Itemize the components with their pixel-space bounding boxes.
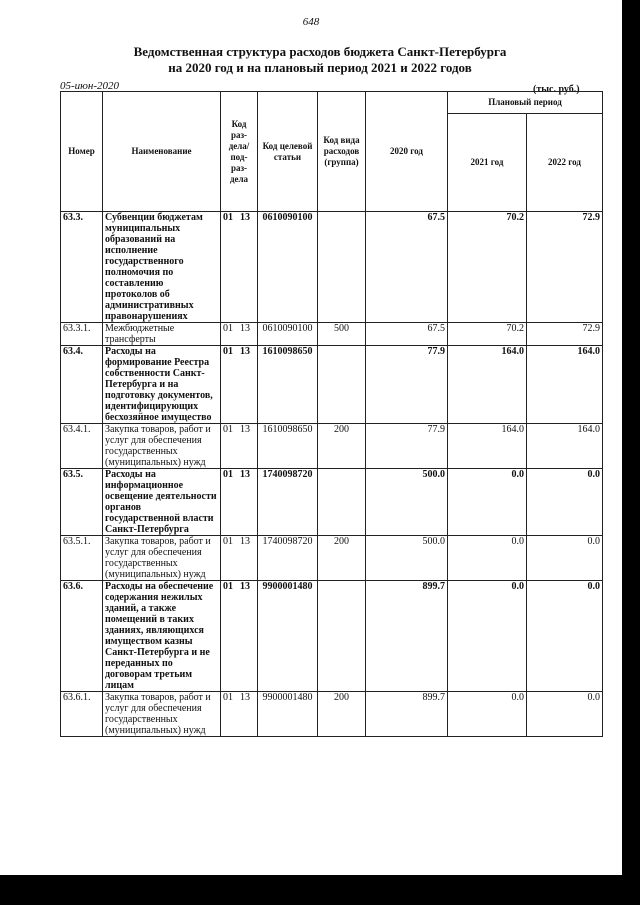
row-name: Закупка товаров, работ и услуг для обеспечения государственных (муниципальных) нужд <box>103 536 221 581</box>
row-amount-2022: 164.0 <box>527 346 603 424</box>
row-amount-2022: 0.0 <box>527 692 603 737</box>
row-section: 01 <box>223 581 233 592</box>
row-subsection: 13 <box>240 424 250 435</box>
row-target-code: 1740098720 <box>258 536 318 581</box>
header-2021: 2021 год <box>448 114 527 212</box>
row-name: Расходы на информационное освещение деятельности органов государственной власти Санкт-Петербурга <box>103 469 221 536</box>
units-label: (тыс. руб.) <box>533 84 580 95</box>
row-section: 01 <box>223 212 233 223</box>
row-amount-2021: 164.0 <box>448 346 527 424</box>
table-row <box>61 536 603 581</box>
row-section: 01 <box>223 346 233 357</box>
document-date: 05-июн-2020 <box>60 80 120 92</box>
row-section: 01 <box>223 469 233 480</box>
header-2022: 2022 год <box>527 114 603 212</box>
row-section-code <box>221 469 258 536</box>
row-amount-2021: 164.0 <box>448 424 527 469</box>
row-number: 63.4. <box>61 346 103 424</box>
row-target-code: 1740098720 <box>258 469 318 536</box>
title-line-2: на 2020 год и на плановый период 2021 и 2022 годов <box>168 60 472 75</box>
row-amount-2021: 70.2 <box>448 323 527 346</box>
row-amount-2022: 164.0 <box>527 424 603 469</box>
row-name: Расходы на обеспечение содержания нежилых зданий, а также помещений в таких зданиях, являющихся имуществом казны Санкт-Петербурга и не переданных по договорам третьим лицам <box>103 581 221 692</box>
row-amount-2021: 0.0 <box>448 469 527 536</box>
row-amount-2020: 500.0 <box>366 536 448 581</box>
row-name: Закупка товаров, работ и услуг для обеспечения государственных (муниципальных) нужд <box>103 424 221 469</box>
row-name: Межбюджетные трансферты <box>103 323 221 346</box>
row-expense-type-code: 200 <box>318 536 366 581</box>
row-amount-2022: 72.9 <box>527 323 603 346</box>
row-amount-2021: 0.0 <box>448 536 527 581</box>
row-target-code: 0610090100 <box>258 212 318 323</box>
row-section-code <box>221 536 258 581</box>
table-header-row <box>61 92 603 114</box>
row-expense-type-code <box>318 581 366 692</box>
row-subsection: 13 <box>240 346 250 357</box>
table-row <box>61 424 603 469</box>
table-row <box>61 212 603 323</box>
row-expense-type-code: 200 <box>318 692 366 737</box>
header-expense-type: Код вида расходов (группа) <box>318 92 366 212</box>
header-planned-period: Плановый период <box>448 92 603 114</box>
row-expense-type-code <box>318 469 366 536</box>
row-amount-2020: 77.9 <box>366 346 448 424</box>
row-amount-2022: 0.0 <box>527 536 603 581</box>
row-name: Расходы на формирование Реестра собственности Санкт-Петербурга и на подготовку документов, идентифицирующих бесхозяйное имущество <box>103 346 221 424</box>
row-number: 63.6. <box>61 581 103 692</box>
header-2020: 2020 год <box>366 92 448 212</box>
row-subsection: 13 <box>240 323 250 334</box>
row-section-code <box>221 692 258 737</box>
row-target-code: 9900001480 <box>258 581 318 692</box>
row-amount-2020: 67.5 <box>366 323 448 346</box>
row-section: 01 <box>223 692 233 703</box>
row-target-code: 0610090100 <box>258 323 318 346</box>
row-target-code: 1610098650 <box>258 346 318 424</box>
header-section: Код раз- дела/ под- раз- дела <box>221 92 258 212</box>
row-section-code <box>221 581 258 692</box>
row-amount-2021: 70.2 <box>448 212 527 323</box>
table-row <box>61 346 603 424</box>
table-row <box>61 469 603 536</box>
page-number: 648 <box>302 16 320 28</box>
row-section-code <box>221 323 258 346</box>
row-section-code <box>221 212 258 323</box>
header-name: Наименование <box>103 92 221 212</box>
table-body <box>61 212 603 737</box>
row-amount-2020: 899.7 <box>366 692 448 737</box>
row-amount-2022: 0.0 <box>527 469 603 536</box>
row-amount-2020: 77.9 <box>366 424 448 469</box>
row-amount-2020: 899.7 <box>366 581 448 692</box>
row-number: 63.4.1. <box>61 424 103 469</box>
row-amount-2022: 72.9 <box>527 212 603 323</box>
row-section-code <box>221 424 258 469</box>
row-number: 63.3.1. <box>61 323 103 346</box>
row-subsection: 13 <box>240 469 250 480</box>
row-number: 63.5.1. <box>61 536 103 581</box>
row-subsection: 13 <box>240 536 250 547</box>
row-name: Субвенции бюджетам муниципальных образований на исполнение государственного полномочия по составлению протоколов об административных правонарушениях <box>103 212 221 323</box>
row-expense-type-code <box>318 346 366 424</box>
header-number: Номер <box>61 92 103 212</box>
row-amount-2021: 0.0 <box>448 581 527 692</box>
row-section: 01 <box>223 424 233 435</box>
row-amount-2020: 67.5 <box>366 212 448 323</box>
row-expense-type-code: 500 <box>318 323 366 346</box>
row-subsection: 13 <box>240 581 250 592</box>
document-title <box>0 44 640 76</box>
table-row <box>61 692 603 737</box>
row-amount-2022: 0.0 <box>527 581 603 692</box>
row-number: 63.6.1. <box>61 692 103 737</box>
row-target-code: 1610098650 <box>258 424 318 469</box>
budget-table <box>60 91 603 737</box>
row-expense-type-code: 200 <box>318 424 366 469</box>
row-amount-2021: 0.0 <box>448 692 527 737</box>
row-amount-2020: 500.0 <box>366 469 448 536</box>
title-line-1: Ведомственная структура расходов бюджета Санкт-Петербурга <box>133 44 507 59</box>
row-section: 01 <box>223 323 233 334</box>
row-number: 63.5. <box>61 469 103 536</box>
header-target: Код целевой статьи <box>258 92 318 212</box>
table-row <box>61 323 603 346</box>
row-expense-type-code <box>318 212 366 323</box>
row-section: 01 <box>223 536 233 547</box>
row-number: 63.3. <box>61 212 103 323</box>
row-section-code <box>221 346 258 424</box>
row-target-code: 9900001480 <box>258 692 318 737</box>
row-subsection: 13 <box>240 692 250 703</box>
row-name: Закупка товаров, работ и услуг для обеспечения государственных (муниципальных) нужд <box>103 692 221 737</box>
table-row <box>61 581 603 692</box>
row-subsection: 13 <box>240 212 250 223</box>
